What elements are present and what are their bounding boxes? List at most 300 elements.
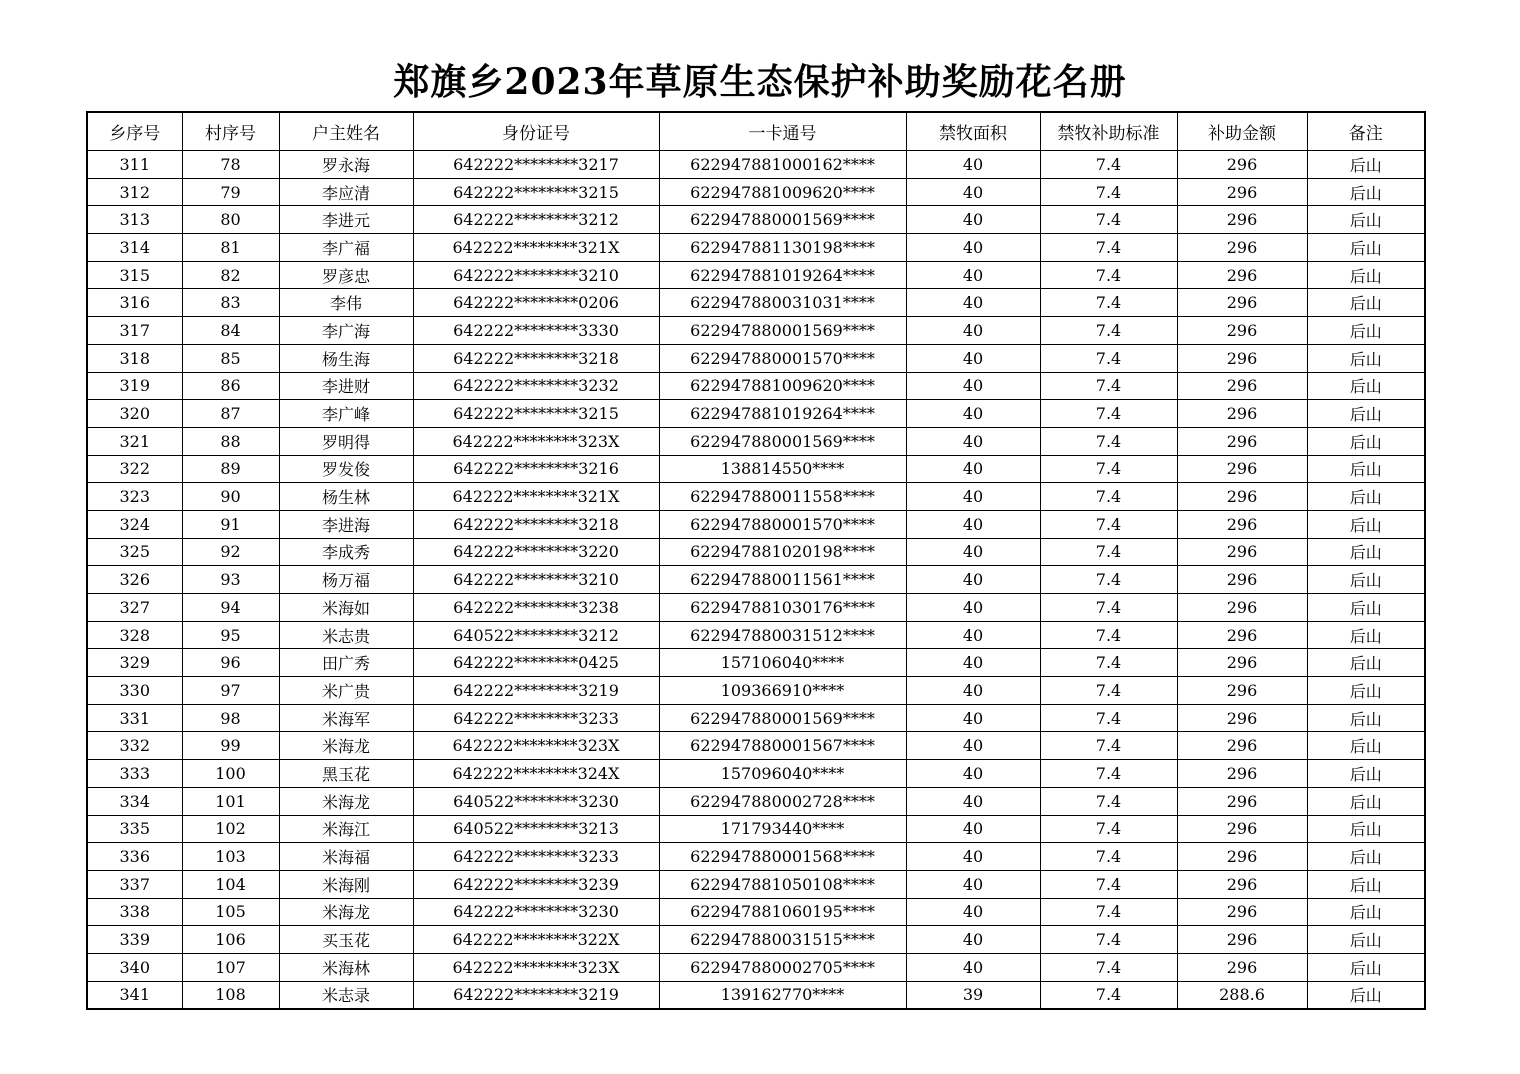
cell-subsidy-standard: 7.4 xyxy=(1040,289,1177,317)
cell-grazing-ban-area: 40 xyxy=(906,289,1040,317)
cell-householder-name: 李广福 xyxy=(279,234,413,262)
cell-grazing-ban-area: 40 xyxy=(906,372,1040,400)
cell-village-seq: 99 xyxy=(182,732,279,760)
cell-householder-name: 米海龙 xyxy=(279,898,413,926)
cell-subsidy-amount: 296 xyxy=(1177,843,1307,871)
cell-grazing-ban-area: 40 xyxy=(906,843,1040,871)
cell-grazing-ban-area: 40 xyxy=(906,815,1040,843)
cell-subsidy-standard: 7.4 xyxy=(1040,898,1177,926)
cell-card-number: 157106040**** xyxy=(659,649,906,677)
cell-village-seq: 81 xyxy=(182,234,279,262)
cell-grazing-ban-area: 40 xyxy=(906,455,1040,483)
cell-village-seq: 97 xyxy=(182,677,279,705)
cell-remarks: 后山 xyxy=(1307,870,1425,898)
table-row xyxy=(87,870,1425,898)
cell-town-seq: 312 xyxy=(87,178,182,206)
cell-town-seq: 327 xyxy=(87,594,182,622)
cell-town-seq: 311 xyxy=(87,151,182,179)
cell-householder-name: 买玉花 xyxy=(279,926,413,954)
cell-card-number: 138814550**** xyxy=(659,455,906,483)
cell-subsidy-amount: 296 xyxy=(1177,289,1307,317)
cell-id-number: 640522********3213 xyxy=(413,815,659,843)
table-row xyxy=(87,649,1425,677)
cell-village-seq: 98 xyxy=(182,704,279,732)
cell-subsidy-amount: 296 xyxy=(1177,538,1307,566)
cell-id-number: 642222********3215 xyxy=(413,400,659,428)
cell-grazing-ban-area: 40 xyxy=(906,953,1040,981)
table-row xyxy=(87,510,1425,538)
cell-householder-name: 李伟 xyxy=(279,289,413,317)
table-row xyxy=(87,344,1425,372)
column-header-subsidy-standard: 禁牧补助标准 xyxy=(1040,112,1177,151)
cell-village-seq: 87 xyxy=(182,400,279,428)
cell-card-number: 622947880031512**** xyxy=(659,621,906,649)
cell-grazing-ban-area: 40 xyxy=(906,704,1040,732)
cell-town-seq: 331 xyxy=(87,704,182,732)
cell-subsidy-amount: 296 xyxy=(1177,787,1307,815)
cell-remarks: 后山 xyxy=(1307,843,1425,871)
cell-subsidy-standard: 7.4 xyxy=(1040,981,1177,1009)
cell-remarks: 后山 xyxy=(1307,898,1425,926)
cell-id-number: 642222********3216 xyxy=(413,455,659,483)
cell-subsidy-amount: 296 xyxy=(1177,427,1307,455)
cell-card-number: 622947880001568**** xyxy=(659,843,906,871)
cell-card-number: 622947880001567**** xyxy=(659,732,906,760)
cell-subsidy-standard: 7.4 xyxy=(1040,178,1177,206)
cell-grazing-ban-area: 40 xyxy=(906,206,1040,234)
cell-subsidy-amount: 296 xyxy=(1177,677,1307,705)
cell-householder-name: 米志贵 xyxy=(279,621,413,649)
cell-grazing-ban-area: 40 xyxy=(906,649,1040,677)
cell-id-number: 642222********323X xyxy=(413,953,659,981)
cell-town-seq: 329 xyxy=(87,649,182,677)
table-header xyxy=(87,112,1425,151)
cell-householder-name: 杨生林 xyxy=(279,483,413,511)
cell-id-number: 642222********3232 xyxy=(413,372,659,400)
cell-householder-name: 李应清 xyxy=(279,178,413,206)
cell-village-seq: 88 xyxy=(182,427,279,455)
cell-remarks: 后山 xyxy=(1307,510,1425,538)
cell-card-number: 622947880011558**** xyxy=(659,483,906,511)
cell-subsidy-standard: 7.4 xyxy=(1040,732,1177,760)
cell-town-seq: 338 xyxy=(87,898,182,926)
cell-village-seq: 96 xyxy=(182,649,279,677)
cell-grazing-ban-area: 40 xyxy=(906,538,1040,566)
cell-town-seq: 339 xyxy=(87,926,182,954)
cell-remarks: 后山 xyxy=(1307,289,1425,317)
cell-town-seq: 337 xyxy=(87,870,182,898)
cell-village-seq: 78 xyxy=(182,151,279,179)
cell-village-seq: 103 xyxy=(182,843,279,871)
cell-grazing-ban-area: 40 xyxy=(906,510,1040,538)
cell-card-number: 622947880001569**** xyxy=(659,317,906,345)
cell-remarks: 后山 xyxy=(1307,760,1425,788)
table-row xyxy=(87,178,1425,206)
cell-town-seq: 341 xyxy=(87,981,182,1009)
cell-village-seq: 85 xyxy=(182,344,279,372)
cell-remarks: 后山 xyxy=(1307,151,1425,179)
cell-id-number: 642222********3238 xyxy=(413,594,659,622)
cell-householder-name: 米海刚 xyxy=(279,870,413,898)
cell-village-seq: 93 xyxy=(182,566,279,594)
cell-town-seq: 320 xyxy=(87,400,182,428)
cell-subsidy-standard: 7.4 xyxy=(1040,400,1177,428)
cell-householder-name: 李广峰 xyxy=(279,400,413,428)
cell-card-number: 622947881130198**** xyxy=(659,234,906,262)
cell-subsidy-amount: 296 xyxy=(1177,483,1307,511)
cell-id-number: 642222********3233 xyxy=(413,843,659,871)
cell-remarks: 后山 xyxy=(1307,649,1425,677)
cell-card-number: 622947881060195**** xyxy=(659,898,906,926)
cell-subsidy-standard: 7.4 xyxy=(1040,427,1177,455)
cell-town-seq: 325 xyxy=(87,538,182,566)
cell-grazing-ban-area: 40 xyxy=(906,898,1040,926)
table-row xyxy=(87,843,1425,871)
cell-remarks: 后山 xyxy=(1307,427,1425,455)
cell-id-number: 642222********323X xyxy=(413,732,659,760)
cell-remarks: 后山 xyxy=(1307,344,1425,372)
cell-subsidy-amount: 296 xyxy=(1177,234,1307,262)
cell-subsidy-amount: 296 xyxy=(1177,870,1307,898)
cell-subsidy-amount: 296 xyxy=(1177,344,1307,372)
table-row xyxy=(87,787,1425,815)
cell-remarks: 后山 xyxy=(1307,926,1425,954)
cell-village-seq: 86 xyxy=(182,372,279,400)
cell-grazing-ban-area: 40 xyxy=(906,870,1040,898)
cell-subsidy-amount: 296 xyxy=(1177,566,1307,594)
cell-village-seq: 91 xyxy=(182,510,279,538)
cell-id-number: 642222********3218 xyxy=(413,510,659,538)
cell-subsidy-standard: 7.4 xyxy=(1040,151,1177,179)
cell-grazing-ban-area: 40 xyxy=(906,926,1040,954)
cell-village-seq: 95 xyxy=(182,621,279,649)
cell-subsidy-amount: 296 xyxy=(1177,649,1307,677)
header-row xyxy=(87,112,1425,151)
cell-subsidy-standard: 7.4 xyxy=(1040,953,1177,981)
cell-id-number: 642222********0206 xyxy=(413,289,659,317)
table-row xyxy=(87,400,1425,428)
cell-id-number: 642222********3218 xyxy=(413,344,659,372)
cell-id-number: 642222********3330 xyxy=(413,317,659,345)
table-row xyxy=(87,621,1425,649)
cell-id-number: 642222********321X xyxy=(413,483,659,511)
table-body xyxy=(87,151,1425,1010)
cell-village-seq: 79 xyxy=(182,178,279,206)
cell-grazing-ban-area: 40 xyxy=(906,760,1040,788)
cell-grazing-ban-area: 40 xyxy=(906,594,1040,622)
cell-subsidy-amount: 296 xyxy=(1177,594,1307,622)
cell-town-seq: 328 xyxy=(87,621,182,649)
cell-subsidy-standard: 7.4 xyxy=(1040,843,1177,871)
cell-id-number: 642222********322X xyxy=(413,926,659,954)
cell-remarks: 后山 xyxy=(1307,594,1425,622)
cell-village-seq: 105 xyxy=(182,898,279,926)
cell-town-seq: 317 xyxy=(87,317,182,345)
cell-card-number: 157096040**** xyxy=(659,760,906,788)
cell-card-number: 622947880001569**** xyxy=(659,427,906,455)
cell-id-number: 642222********3230 xyxy=(413,898,659,926)
cell-subsidy-standard: 7.4 xyxy=(1040,483,1177,511)
cell-subsidy-standard: 7.4 xyxy=(1040,566,1177,594)
cell-subsidy-amount: 296 xyxy=(1177,510,1307,538)
cell-card-number: 622947881020198**** xyxy=(659,538,906,566)
cell-grazing-ban-area: 40 xyxy=(906,151,1040,179)
table-row xyxy=(87,206,1425,234)
cell-id-number: 640522********3212 xyxy=(413,621,659,649)
cell-remarks: 后山 xyxy=(1307,317,1425,345)
cell-village-seq: 102 xyxy=(182,815,279,843)
cell-card-number: 622947881030176**** xyxy=(659,594,906,622)
cell-village-seq: 108 xyxy=(182,981,279,1009)
cell-id-number: 642222********3233 xyxy=(413,704,659,732)
cell-card-number: 622947880001569**** xyxy=(659,206,906,234)
cell-remarks: 后山 xyxy=(1307,483,1425,511)
cell-grazing-ban-area: 40 xyxy=(906,427,1040,455)
cell-subsidy-amount: 296 xyxy=(1177,926,1307,954)
cell-subsidy-amount: 296 xyxy=(1177,704,1307,732)
cell-subsidy-amount: 296 xyxy=(1177,261,1307,289)
table-row xyxy=(87,234,1425,262)
cell-remarks: 后山 xyxy=(1307,400,1425,428)
cell-remarks: 后山 xyxy=(1307,677,1425,705)
column-header-id-number: 身份证号 xyxy=(413,112,659,151)
cell-subsidy-amount: 296 xyxy=(1177,732,1307,760)
cell-remarks: 后山 xyxy=(1307,815,1425,843)
cell-subsidy-amount: 296 xyxy=(1177,151,1307,179)
cell-card-number: 622947880031515**** xyxy=(659,926,906,954)
cell-subsidy-amount: 296 xyxy=(1177,898,1307,926)
table-row xyxy=(87,953,1425,981)
cell-householder-name: 李成秀 xyxy=(279,538,413,566)
cell-subsidy-amount: 296 xyxy=(1177,815,1307,843)
cell-subsidy-standard: 7.4 xyxy=(1040,455,1177,483)
table-row xyxy=(87,704,1425,732)
cell-card-number: 622947881019264**** xyxy=(659,261,906,289)
cell-town-seq: 321 xyxy=(87,427,182,455)
cell-subsidy-standard: 7.4 xyxy=(1040,870,1177,898)
cell-subsidy-standard: 7.4 xyxy=(1040,206,1177,234)
cell-town-seq: 315 xyxy=(87,261,182,289)
cell-householder-name: 罗明得 xyxy=(279,427,413,455)
table-row xyxy=(87,483,1425,511)
cell-grazing-ban-area: 40 xyxy=(906,234,1040,262)
cell-grazing-ban-area: 40 xyxy=(906,344,1040,372)
cell-town-seq: 336 xyxy=(87,843,182,871)
cell-remarks: 后山 xyxy=(1307,538,1425,566)
cell-card-number: 622947880002705**** xyxy=(659,953,906,981)
cell-town-seq: 330 xyxy=(87,677,182,705)
cell-subsidy-standard: 7.4 xyxy=(1040,926,1177,954)
cell-town-seq: 333 xyxy=(87,760,182,788)
table-row xyxy=(87,981,1425,1009)
cell-id-number: 642222********3219 xyxy=(413,981,659,1009)
column-header-remarks: 备注 xyxy=(1307,112,1425,151)
cell-householder-name: 米海如 xyxy=(279,594,413,622)
cell-card-number: 622947881050108**** xyxy=(659,870,906,898)
table-row xyxy=(87,261,1425,289)
cell-remarks: 后山 xyxy=(1307,566,1425,594)
table-row xyxy=(87,815,1425,843)
cell-town-seq: 313 xyxy=(87,206,182,234)
table-row xyxy=(87,455,1425,483)
cell-householder-name: 田广秀 xyxy=(279,649,413,677)
cell-householder-name: 米海龙 xyxy=(279,787,413,815)
cell-id-number: 642222********321X xyxy=(413,234,659,262)
cell-subsidy-standard: 7.4 xyxy=(1040,815,1177,843)
cell-householder-name: 李进财 xyxy=(279,372,413,400)
cell-householder-name: 黑玉花 xyxy=(279,760,413,788)
cell-subsidy-amount: 296 xyxy=(1177,455,1307,483)
cell-remarks: 后山 xyxy=(1307,178,1425,206)
cell-town-seq: 324 xyxy=(87,510,182,538)
cell-householder-name: 杨万福 xyxy=(279,566,413,594)
cell-card-number: 622947881000162**** xyxy=(659,151,906,179)
cell-subsidy-standard: 7.4 xyxy=(1040,787,1177,815)
cell-town-seq: 340 xyxy=(87,953,182,981)
subsidy-roster-table xyxy=(86,111,1426,1010)
column-header-grazing-ban-area: 禁牧面积 xyxy=(906,112,1040,151)
cell-village-seq: 90 xyxy=(182,483,279,511)
cell-subsidy-standard: 7.4 xyxy=(1040,344,1177,372)
cell-remarks: 后山 xyxy=(1307,621,1425,649)
cell-remarks: 后山 xyxy=(1307,953,1425,981)
cell-card-number: 622947880001570**** xyxy=(659,510,906,538)
table-row xyxy=(87,926,1425,954)
table-row xyxy=(87,317,1425,345)
cell-card-number: 622947880001570**** xyxy=(659,344,906,372)
cell-town-seq: 334 xyxy=(87,787,182,815)
cell-card-number: 622947880031031**** xyxy=(659,289,906,317)
cell-remarks: 后山 xyxy=(1307,261,1425,289)
cell-remarks: 后山 xyxy=(1307,704,1425,732)
cell-village-seq: 89 xyxy=(182,455,279,483)
cell-subsidy-amount: 296 xyxy=(1177,621,1307,649)
cell-village-seq: 92 xyxy=(182,538,279,566)
column-header-householder-name: 户主姓名 xyxy=(279,112,413,151)
cell-householder-name: 罗发俊 xyxy=(279,455,413,483)
cell-remarks: 后山 xyxy=(1307,981,1425,1009)
cell-remarks: 后山 xyxy=(1307,455,1425,483)
column-header-card-number: 一卡通号 xyxy=(659,112,906,151)
cell-village-seq: 84 xyxy=(182,317,279,345)
cell-id-number: 642222********3219 xyxy=(413,677,659,705)
cell-remarks: 后山 xyxy=(1307,732,1425,760)
cell-grazing-ban-area: 40 xyxy=(906,677,1040,705)
cell-town-seq: 326 xyxy=(87,566,182,594)
table-row xyxy=(87,732,1425,760)
cell-village-seq: 83 xyxy=(182,289,279,317)
table-row xyxy=(87,677,1425,705)
cell-card-number: 109366910**** xyxy=(659,677,906,705)
cell-id-number: 642222********3210 xyxy=(413,261,659,289)
cell-id-number: 642222********3239 xyxy=(413,870,659,898)
cell-householder-name: 米海龙 xyxy=(279,732,413,760)
cell-householder-name: 李进元 xyxy=(279,206,413,234)
cell-remarks: 后山 xyxy=(1307,234,1425,262)
cell-householder-name: 罗永海 xyxy=(279,151,413,179)
cell-village-seq: 80 xyxy=(182,206,279,234)
cell-subsidy-standard: 7.4 xyxy=(1040,234,1177,262)
cell-remarks: 后山 xyxy=(1307,372,1425,400)
cell-householder-name: 罗彦忠 xyxy=(279,261,413,289)
cell-remarks: 后山 xyxy=(1307,206,1425,234)
cell-householder-name: 李进海 xyxy=(279,510,413,538)
cell-subsidy-amount: 296 xyxy=(1177,317,1307,345)
cell-town-seq: 319 xyxy=(87,372,182,400)
table-row xyxy=(87,898,1425,926)
cell-town-seq: 316 xyxy=(87,289,182,317)
column-header-subsidy-amount: 补助金额 xyxy=(1177,112,1307,151)
cell-village-seq: 106 xyxy=(182,926,279,954)
cell-grazing-ban-area: 40 xyxy=(906,400,1040,428)
cell-subsidy-amount: 296 xyxy=(1177,760,1307,788)
cell-card-number: 622947881009620**** xyxy=(659,178,906,206)
cell-grazing-ban-area: 40 xyxy=(906,787,1040,815)
cell-subsidy-standard: 7.4 xyxy=(1040,261,1177,289)
table-row xyxy=(87,538,1425,566)
cell-card-number: 622947881009620**** xyxy=(659,372,906,400)
cell-subsidy-amount: 296 xyxy=(1177,372,1307,400)
cell-householder-name: 米海福 xyxy=(279,843,413,871)
cell-subsidy-standard: 7.4 xyxy=(1040,704,1177,732)
cell-village-seq: 82 xyxy=(182,261,279,289)
cell-id-number: 642222********3220 xyxy=(413,538,659,566)
cell-village-seq: 100 xyxy=(182,760,279,788)
table-row xyxy=(87,427,1425,455)
cell-village-seq: 94 xyxy=(182,594,279,622)
cell-grazing-ban-area: 40 xyxy=(906,621,1040,649)
cell-householder-name: 杨生海 xyxy=(279,344,413,372)
cell-grazing-ban-area: 40 xyxy=(906,261,1040,289)
cell-village-seq: 104 xyxy=(182,870,279,898)
cell-householder-name: 李广海 xyxy=(279,317,413,345)
cell-id-number: 642222********3210 xyxy=(413,566,659,594)
cell-grazing-ban-area: 40 xyxy=(906,732,1040,760)
cell-id-number: 642222********3212 xyxy=(413,206,659,234)
cell-subsidy-amount: 296 xyxy=(1177,178,1307,206)
table-row xyxy=(87,372,1425,400)
cell-householder-name: 米海军 xyxy=(279,704,413,732)
cell-grazing-ban-area: 40 xyxy=(906,566,1040,594)
cell-card-number: 622947880001569**** xyxy=(659,704,906,732)
cell-id-number: 642222********0425 xyxy=(413,649,659,677)
cell-subsidy-standard: 7.4 xyxy=(1040,649,1177,677)
cell-subsidy-amount: 296 xyxy=(1177,400,1307,428)
cell-subsidy-standard: 7.4 xyxy=(1040,317,1177,345)
column-header-village-seq: 村序号 xyxy=(182,112,279,151)
cell-remarks: 后山 xyxy=(1307,787,1425,815)
cell-id-number: 642222********3215 xyxy=(413,178,659,206)
cell-town-seq: 322 xyxy=(87,455,182,483)
cell-village-seq: 101 xyxy=(182,787,279,815)
table-row xyxy=(87,151,1425,179)
cell-town-seq: 332 xyxy=(87,732,182,760)
cell-grazing-ban-area: 39 xyxy=(906,981,1040,1009)
column-header-town-seq: 乡序号 xyxy=(87,112,182,151)
table-row xyxy=(87,566,1425,594)
page-title: 郑旗乡2023年草原生态保护补助奖励花名册 xyxy=(393,61,1127,103)
cell-subsidy-amount: 296 xyxy=(1177,953,1307,981)
cell-subsidy-standard: 7.4 xyxy=(1040,594,1177,622)
cell-town-seq: 314 xyxy=(87,234,182,262)
cell-id-number: 640522********3230 xyxy=(413,787,659,815)
cell-householder-name: 米广贵 xyxy=(279,677,413,705)
cell-subsidy-standard: 7.4 xyxy=(1040,538,1177,566)
table-row xyxy=(87,760,1425,788)
cell-card-number: 622947881019264**** xyxy=(659,400,906,428)
cell-town-seq: 318 xyxy=(87,344,182,372)
cell-subsidy-standard: 7.4 xyxy=(1040,760,1177,788)
